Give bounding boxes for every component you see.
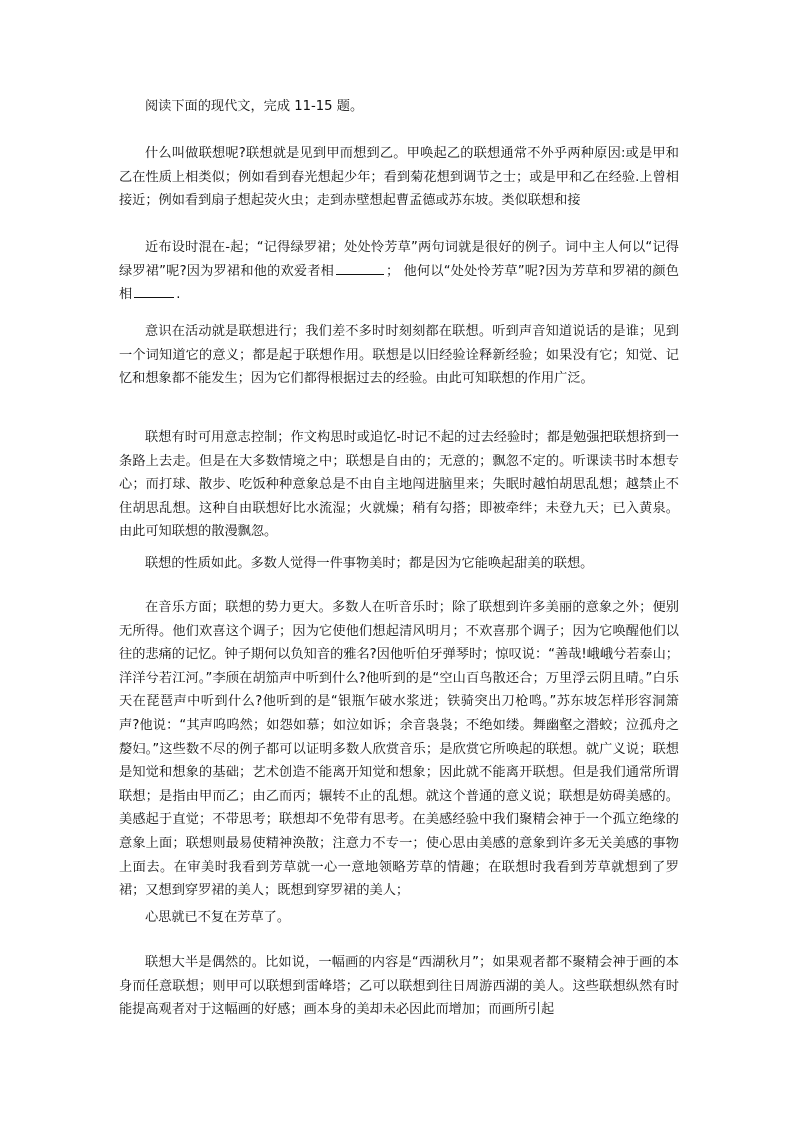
paragraph-6: 在音乐方面；联想的势力更大。多数人在听音乐时；除了联想到许多美丽的意象之外；便别无所得。他们欢喜这个调子；因为它使他们想起清风明月；不欢喜那个调子；因为它唤醒他们以往的悲痛的记忆。钟子期何以负知音的雅名?因他听伯牙弹琴时；惊叹说：“善哉!峨峨兮若泰山；洋洋兮若江河。”李颀在胡笳声中听到什么?他听到的是“空山百鸟散还合；万里浮云阴且晴。”白乐天在琵琶声中听到什么?他听到的是“银瓶乍破水浆迸；铁骑突出刀枪鸣。”苏东坡怎样形容洞箫声?他说：“其声呜呜然；如怨如慕；如泣如诉；余音袅袅；不绝如缕。舞幽壑之潜蛟；泣孤舟之嫠妇。”这些数不尽的例子都可以证明多数人欣赏音乐；是欣赏它所唤起的联想。就广义说；联想是知觉和想象的基础；艺术创造不能离开知觉和想象；因此就不能离开联想。但是我们通常所谓联想；是指由甲而乙；由乙而丙；辗转不止的乱想。就这个普通的意义说；联想是妨碍美感的。美感起于直觉；不带思考；联想却不免带有思考。在美感经验中我们聚精会神于一个孤立绝缘的意象上面；联想则最易使精神涣散；注意力不专一；使心思由美感的意象到许多无关美感的事物上面去。在审美时我看到芳草就一心一意地领略芳草的情趣；在联想时我看到芳草就想到了罗裙；又想到穿罗裙的美人；既想到穿罗裙的美人；: [119, 600, 679, 899]
paragraph-5: 联想的性质如此。多数人觉得一件事物美时；都是因为它能唤起甜美的联想。: [145, 556, 594, 571]
paragraph-4: 联想有时可用意志控制；作文构思时或追忆-时记不起的过去经验时；都是勉强把联想挤到一条路上去走。但是在大多数情境之中；联想是自由的；无意的；飘忽不定的。听课读书时本想专心；而打球、散步、吃饭种种意象总是不由自主地闯进脑里来；失眠时越怕胡思乱想；越禁止不住胡思乱想。这种自由联想好比水流湿；火就燥；稍有勾搭；即被牵绊；未登九天；已入黄泉。由此可知联想的散漫飘忽。: [119, 430, 679, 540]
paragraph-2-part-b: ； 他何以“处处怜芳草”呢?因为芳草和罗裙的颜色相: [119, 263, 679, 303]
paragraph-1: 什么叫做联想呢?联想就是见到甲而想到乙。甲唤起乙的联想通常不外乎两种原因:或是甲和乙在性质上相类似；例如看到春光想起少年；看到菊花想到调节之士；或是甲和乙在经验.上曾相接近；例如看到扇子想起荧火虫；走到赤壁想起曹孟德或苏东坡。类似联想和接: [119, 146, 679, 209]
answer-blank-2[interactable]: [134, 283, 174, 298]
paragraph-7: 心思就已不复在芳草了。: [145, 910, 291, 925]
paragraph-3: 意识在活动就是联想进行；我们差不多时时刻刻都在联想。听到声音知道说话的是谁；见到一个词知道它的意义；都是起于联想作用。联想是以旧经验诠释新经验；如果没有它；知觉、记忆和想象都不能发生；因为它们都得根据过去的经验。由此可知联想的作用广泛。: [119, 324, 679, 387]
paragraph-2-part-c: .: [176, 287, 181, 303]
paragraph-8: 联想大半是偶然的。比如说，一幅画的内容是“西湖秋月”；如果观者都不聚精会神于画的本身而任意联想；则甲可以联想到雷峰塔；乙可以联想到往日周游西湖的美人。这些联想纵然有时能提高观者对于这幅画的好感；画本身的美却未必因此而增加；而画所引起: [119, 955, 679, 1018]
paragraph-2-part-a: 近布设时混在-起；“记得绿罗裙；处处怜芳草”两句词就是很好的例子。词中主人何以“记得绿罗裙”呢?因为罗裙和他的欢爱者相: [119, 240, 679, 279]
answer-blank-1[interactable]: [336, 260, 384, 275]
paragraph-2: [119, 236, 679, 307]
instruction-paragraph: 阅读下面的现代文，完成 11-15 题。: [145, 99, 364, 114]
